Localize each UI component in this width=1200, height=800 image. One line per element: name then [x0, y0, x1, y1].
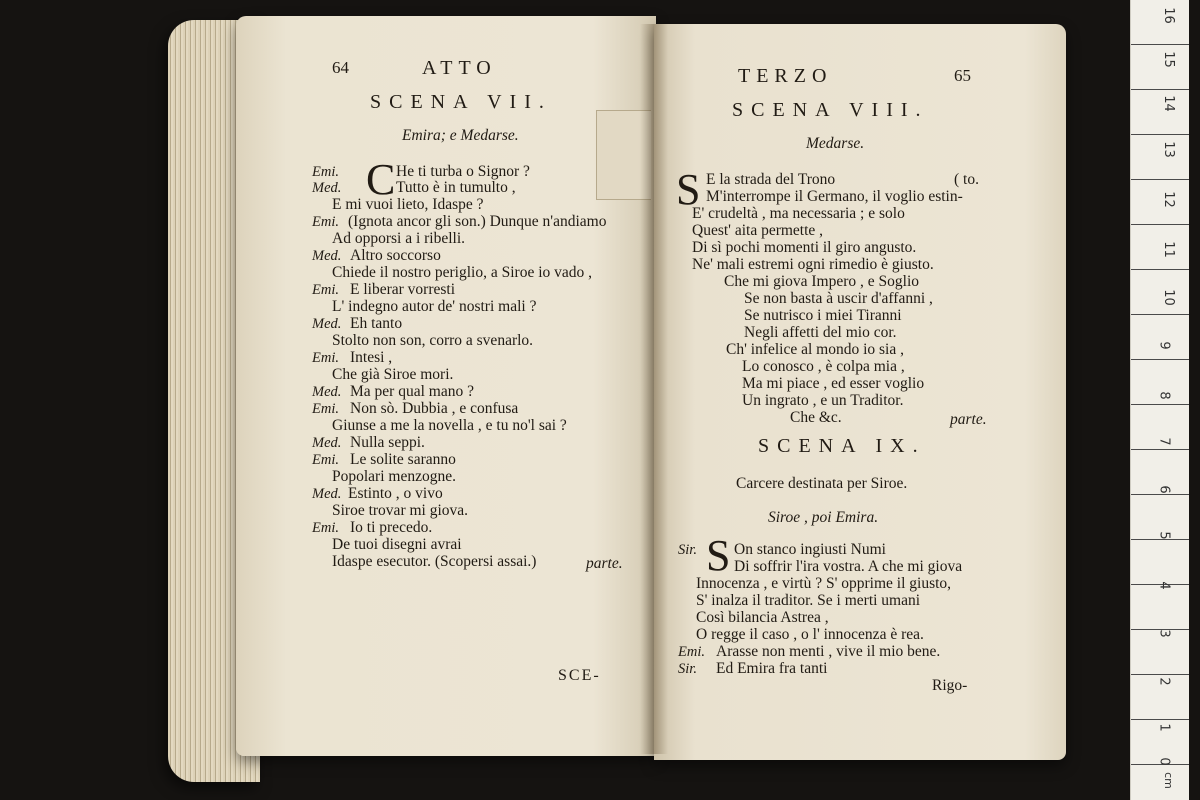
- aria-line: E' crudeltà , ma necessaria ; e solo: [692, 205, 905, 222]
- left-speaker: Emi.: [312, 520, 339, 536]
- aria-line: Lo conosco , è colpa mia ,: [742, 358, 905, 375]
- right-speaker: Sir.: [678, 542, 697, 558]
- ruler-mark: 11: [1160, 241, 1176, 258]
- ruler-mark: 14: [1160, 95, 1176, 112]
- aria-line: Se nutrisco i miei Tiranni: [744, 307, 902, 324]
- dialogue-line: Ed Emira fra tanti: [716, 660, 828, 677]
- ruler-mark: 2: [1156, 677, 1172, 686]
- left-speaker: Emi.: [312, 214, 339, 230]
- left-dropcap: C: [366, 155, 396, 204]
- left-line: Chiede il nostro periglio, a Siroe io vado ,: [332, 264, 593, 281]
- dialogue-line: O regge il caso , o l' innocenza è rea.: [696, 626, 924, 643]
- left-line: Nulla seppi.: [350, 434, 425, 451]
- ruler-mark: 4: [1156, 581, 1172, 590]
- ruler-mark: 0: [1156, 757, 1172, 766]
- dialogue-line: Di soffrir l'ira vostra. A che mi giova: [734, 558, 963, 575]
- ruler-mark: 5: [1156, 531, 1172, 540]
- left-speaker: Med.: [312, 486, 342, 502]
- right-characters-2: Siroe , poi Emira.: [768, 509, 879, 526]
- aria-line: Ne' mali estremi ogni rimedio è giusto.: [692, 256, 934, 273]
- left-scene-heading: SCENA VII.: [370, 91, 552, 113]
- aria-line: Di sì pochi momenti il giro angusto.: [692, 239, 917, 256]
- left-line: Io ti precedo.: [350, 519, 433, 536]
- left-line: Estinto , o vivo: [348, 485, 443, 502]
- aria-line: Che mi giova Impero , e Soglio: [724, 273, 920, 290]
- ruler-mark: 6: [1156, 485, 1172, 494]
- ruler-mark: 8: [1156, 391, 1172, 400]
- left-line: Stolto non son, corro a svenarlo.: [332, 332, 534, 349]
- aria-line: Che &c.: [790, 409, 842, 426]
- right-aria-dropcap: S: [676, 165, 701, 214]
- left-characters: Emira; e Medarse.: [402, 127, 519, 144]
- left-line: Non sò. Dubbia , e confusa: [350, 400, 519, 417]
- right-scene-heading-1: SCENA VIII.: [732, 99, 929, 121]
- right-running-head: TERZO: [738, 65, 833, 87]
- aria-line: Un ingrato , e un Traditor.: [742, 392, 904, 409]
- dialogue-line: On stanco ingiusti Numi: [734, 541, 886, 558]
- left-line: Che già Siroe mori.: [332, 366, 454, 383]
- left-speaker: Emi.: [312, 350, 339, 366]
- left-line: Le solite saranno: [350, 451, 456, 468]
- left-line: E liberar vorresti: [350, 281, 456, 298]
- left-line: (Ignota ancor gli son.) Dunque n'andiamo: [348, 213, 607, 230]
- left-line: E mi vuoi lieto, Idaspe ?: [332, 196, 484, 213]
- aria-line: E la strada del Trono: [706, 171, 836, 188]
- aria-line: Ma mi piace , ed esser voglio: [742, 375, 925, 392]
- right-speaker: Sir.: [678, 661, 697, 677]
- right-catchword: Rigo-: [932, 677, 968, 694]
- right-characters-1: Medarse.: [806, 135, 865, 152]
- ruler-mark: 15: [1160, 51, 1176, 68]
- ruler-unit: cm: [1161, 772, 1175, 789]
- ruler-mark: 16: [1160, 7, 1176, 24]
- ruler-mark: 13: [1160, 141, 1176, 158]
- left-speaker: Med.: [312, 435, 342, 451]
- left-catchword: SCE-: [558, 667, 601, 684]
- left-line: Ad opporsi a i ribelli.: [332, 230, 466, 247]
- aria-line: M'interrompe il Germano, il voglio estin-: [706, 188, 963, 205]
- left-exit-note: parte.: [586, 555, 623, 572]
- dialogue-line: Così bilancia Astrea ,: [696, 609, 829, 626]
- left-line: Tutto è in tumulto ,: [396, 179, 516, 196]
- right-dialogue-dropcap: S: [706, 531, 731, 580]
- left-line: He ti turba o Signor ?: [396, 163, 530, 180]
- left-line: Giunse a me la novella , e tu no'l sai ?: [332, 417, 567, 434]
- left-line: Siroe trovar mi giova.: [332, 502, 469, 519]
- dialogue-line: Arasse non menti , vive il mio bene.: [716, 643, 941, 660]
- left-line: De tuoi disegni avrai: [332, 536, 462, 553]
- right-setting: Carcere destinata per Siroe.: [736, 475, 908, 492]
- left-speaker: Med.: [312, 180, 342, 196]
- left-running-head: ATTO: [422, 57, 497, 79]
- left-line: L' indegno autor de' nostri mali ?: [332, 298, 537, 315]
- left-speaker: Emi.: [312, 164, 339, 180]
- left-speaker: Med.: [312, 248, 342, 264]
- left-line: Idaspe esecutor. (Scopersi assai.): [332, 553, 537, 570]
- left-line: Ma per qual mano ?: [350, 383, 474, 400]
- left-speaker: Emi.: [312, 452, 339, 468]
- left-speaker: Emi.: [312, 401, 339, 417]
- ruler-mark: 12: [1160, 191, 1176, 208]
- right-scene-heading-2: SCENA IX.: [758, 435, 926, 457]
- aria-line: Quest' aita permette ,: [692, 222, 824, 239]
- right-exit-note: parte.: [950, 411, 987, 428]
- left-line: Popolari menzogne.: [332, 468, 456, 485]
- aria-line: Ch' infelice al mondo io sia ,: [726, 341, 904, 358]
- left-page: [236, 16, 656, 756]
- left-speaker: Med.: [312, 384, 342, 400]
- ruler-mark: 1: [1156, 723, 1172, 732]
- left-line: Eh tanto: [350, 315, 403, 332]
- right-page: [654, 24, 1066, 760]
- aria-line: Se non basta à uscir d'affanni ,: [744, 290, 933, 307]
- aria-line: Negli affetti del mio cor.: [744, 324, 897, 341]
- ruler-mark: 10: [1160, 289, 1176, 306]
- left-line: Altro soccorso: [350, 247, 441, 264]
- dialogue-line: Innocenza , e virtù ? S' opprime il giusto,: [696, 575, 952, 592]
- ruler-mark: 3: [1156, 629, 1172, 638]
- left-speaker: Med.: [312, 316, 342, 332]
- book-gutter: [640, 24, 668, 754]
- right-speaker: Emi.: [678, 644, 705, 660]
- left-page-number: 64: [332, 58, 349, 77]
- left-speaker: Emi.: [312, 282, 339, 298]
- ruler-mark: 9: [1156, 341, 1172, 350]
- left-line: Intesi ,: [350, 349, 393, 366]
- aria-overflow: ( to.: [954, 171, 979, 188]
- ruler-mark: 7: [1156, 437, 1172, 446]
- dialogue-line: S' inalza il traditor. Se i merti umani: [696, 592, 921, 609]
- right-page-number: 65: [954, 66, 971, 85]
